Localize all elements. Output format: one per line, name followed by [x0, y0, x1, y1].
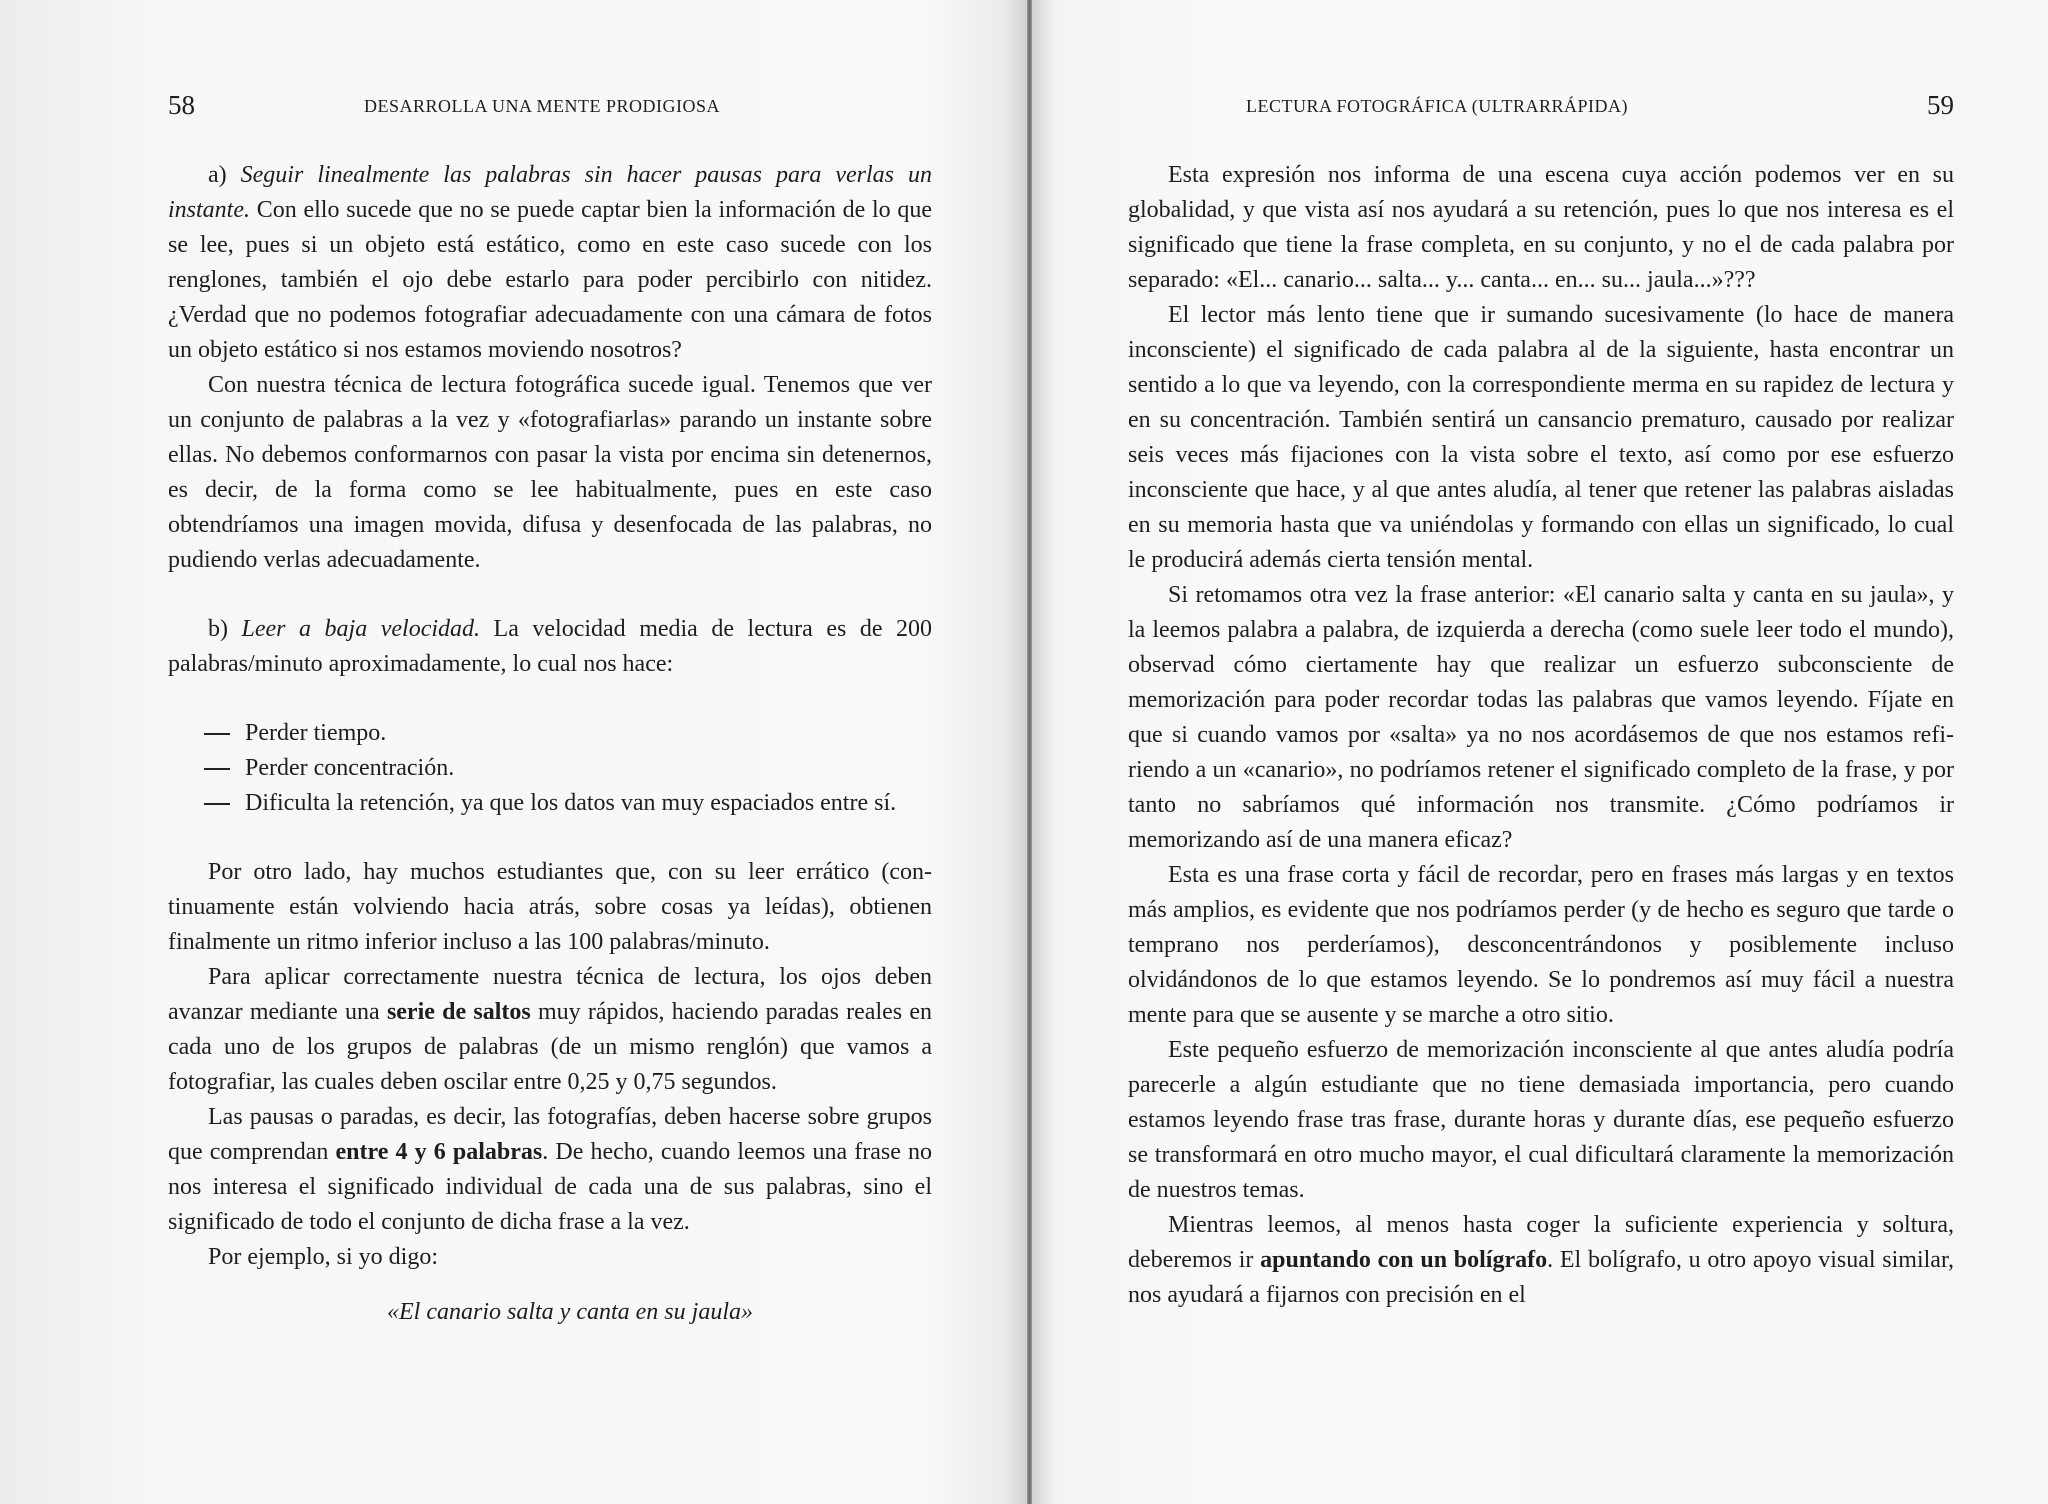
dash-list	[168, 716, 932, 821]
paragraph: Esta expresión nos informa de una escena cuya acción podemos ver en su globalidad, y que vista así nos ayudará a su retención, pues lo que nos interesa es el significado que tiene la frase completa, en su conjunto, y no el de cada palabra por separado: «El... canario... salta... y... canta... en... su... jaula...»???	[1128, 162, 1954, 293]
example-quote: «El canario salta y canta en su jaula»	[387, 1299, 753, 1325]
paragraph-text: Las pausas o paradas, es decir, las fotografías, deben hacerse sobre grupos que comprendan	[168, 1104, 932, 1165]
bold-phrase: apuntando con un bolígrafo	[1260, 1247, 1548, 1273]
right-header-title: LECTURA FOTOGRÁFICA (ULTRARRÁPIDA)	[1246, 96, 1629, 116]
spacer	[168, 1275, 932, 1295]
paragraph-text: La velocidad media de lectura es de 200 palabras/minuto aproximadamente, lo cual nos hace:	[168, 616, 933, 677]
list-item: Perder concentración.	[168, 751, 932, 786]
spacer	[168, 821, 932, 855]
right-page-body	[1128, 158, 1954, 1313]
paragraph	[1128, 1208, 1954, 1313]
list-marker-b: b)	[208, 616, 242, 642]
right-page	[1036, 0, 2048, 1504]
book-gutter	[1027, 0, 1032, 1504]
paragraph: El lector más lento tiene que ir sumando sucesivamente (lo hace de manera inconsciente) el significado de cada palabra al de la siguiente, hasta encontrar un sentido a lo que va leyendo, con la correspondiente merma en su rapidez de lectura y en su concentración. También sentirá un cansancio prematuro, causado por realizar seis veces más fijaciones con la vista sobre el texto, así como por ese esfuerzo inconsciente que hace, y al que antes aludía, al tener que retener las palabras aisladas en su memoria hasta que va uniéndolas y formando con ellas un significado, lo cual le producirá además cierta tensión mental.	[1128, 302, 1954, 573]
paragraph	[168, 1100, 932, 1240]
list-item: Dificulta la retención, ya que los datos van muy espaciados entre sí.	[168, 786, 932, 821]
paragraph: Por ejemplo, si yo digo:	[208, 1244, 438, 1270]
left-running-head	[168, 90, 932, 126]
paragraph: Esta es una frase corta y fácil de recordar, pero en frases más largas y en textos más amplios, es evidente que nos podríamos perder (y de hecho es seguro que tarde o temprano nos perderíamos), desconcentrándonos y posiblemente incluso olvidándonos de lo que estamos leyendo. Se lo pondremos así muy fácil a nuestra mente para que se ausente y se marche a otro sitio.	[1128, 862, 1954, 1028]
italic-phrase: Leer a baja velocidad.	[241, 616, 481, 642]
left-page-body	[168, 158, 932, 1330]
spacer	[168, 682, 932, 716]
bold-phrase: entre 4 y 6 palabras	[335, 1139, 543, 1165]
right-running-head	[1128, 90, 1954, 126]
paragraph-text: Para aplicar correctamente nuestra técnica de lectura, los ojos deben avanzar mediante una	[168, 964, 932, 1025]
paragraph-text: Mientras leemos, al menos hasta coger la suficiente experiencia y soltura, deberemos ir	[1128, 1212, 1954, 1273]
list-item: Perder tiempo.	[168, 716, 932, 751]
right-page-number: 59	[1927, 90, 1954, 120]
paragraph-text: muy rápidos, haciendo paradas reales en cada uno de los grupos de palabras (de un mismo renglón) que vamos a fotografiar, las cuales deben oscilar entre 0,25 y 0,75 segundos.	[168, 999, 933, 1095]
paragraph: Este pequeño esfuerzo de memorización inconsciente al que antes aludía podría parecerle a algún estudiante que no tiene demasiada importancia, pero cuando estamos leyendo frase tras frase, durante horas y durante días, ese pequeño esfuerzo se transformará en otro mucho mayor, el cual dificultará claramente la memorización de nuestros temas.	[1128, 1037, 1954, 1203]
paragraph: Si retomamos otra vez la frase anterior: «El canario salta y canta en su jaula», y la leemos palabra a palabra, de izquierda a derecha (como suele leer todo el mundo), observad cómo ciertamente hay que realizar un esfuerzo subconsciente de memorización para poder recordar todas las palabras que vamos leyendo. Fíjate en que si cuando vamos por «salta» ya no nos acordásemos de que nos estamos refiriendo a un «canario», no podríamos retener el significado completo de la frase, y por tanto no sabríamos qué información nos transmite. ¿Cómo podríamos ir memorizando así de una manera eficaz?	[1128, 582, 1954, 853]
paragraph-text: Con ello sucede que no se puede captar bien la información de lo que se lee, pues si un objeto está estático, como en este caso sucede con los renglones, también el ojo debe estarlo para poder percibirlo con nitidez. ¿Verdad que no podemos fotografiar adecuadamente con una cámara de fotos un objeto estático si nos estamos moviendo nosotros?	[168, 197, 932, 363]
left-header-title: DESARROLLA UNA MENTE PRODIGIOSA	[364, 96, 721, 116]
spacer	[168, 578, 932, 612]
list-marker-a: a)	[208, 162, 241, 188]
paragraph	[168, 158, 932, 368]
bold-phrase: serie de saltos	[386, 999, 531, 1025]
paragraph: Por otro lado, hay muchos estudiantes que, con su leer errático (continuamente están volviendo hacia atrás, sobre cosas ya leídas), obtienen finalmente un ritmo inferior incluso a las 100 palabras/minuto.	[168, 859, 932, 955]
paragraph-text: . El bolígrafo, u otro apoyo visual similar, nos ayudará a fijarnos con precisión en el	[1128, 1247, 1954, 1308]
paragraph	[168, 612, 932, 682]
paragraph: Con nuestra técnica de lectura fotográfica sucede igual. Tenemos que ver un conjunto de palabras a la vez y «fotografiarlas» parando un instante sobre ellas. No debemos conformarnos con pasar la vista por encima sin detenernos, es decir, de la forma como se lee habitualmente, pues en este caso obtendríamos una imagen movida, difusa y desenfocada de las palabras, no pudiendo verlas adecuadamente.	[168, 372, 932, 573]
left-page-number: 58	[168, 90, 195, 120]
italic-phrase: Seguir linealmente las palabras sin hacer pausas para verlas un instante.	[168, 162, 932, 223]
paragraph	[168, 960, 932, 1100]
paragraph-text: . De hecho, cuando leemos una frase no nos interesa el significado individual de cada una de sus palabras, sino el significado de todo el conjunto de dicha frase a la vez.	[168, 1139, 933, 1235]
